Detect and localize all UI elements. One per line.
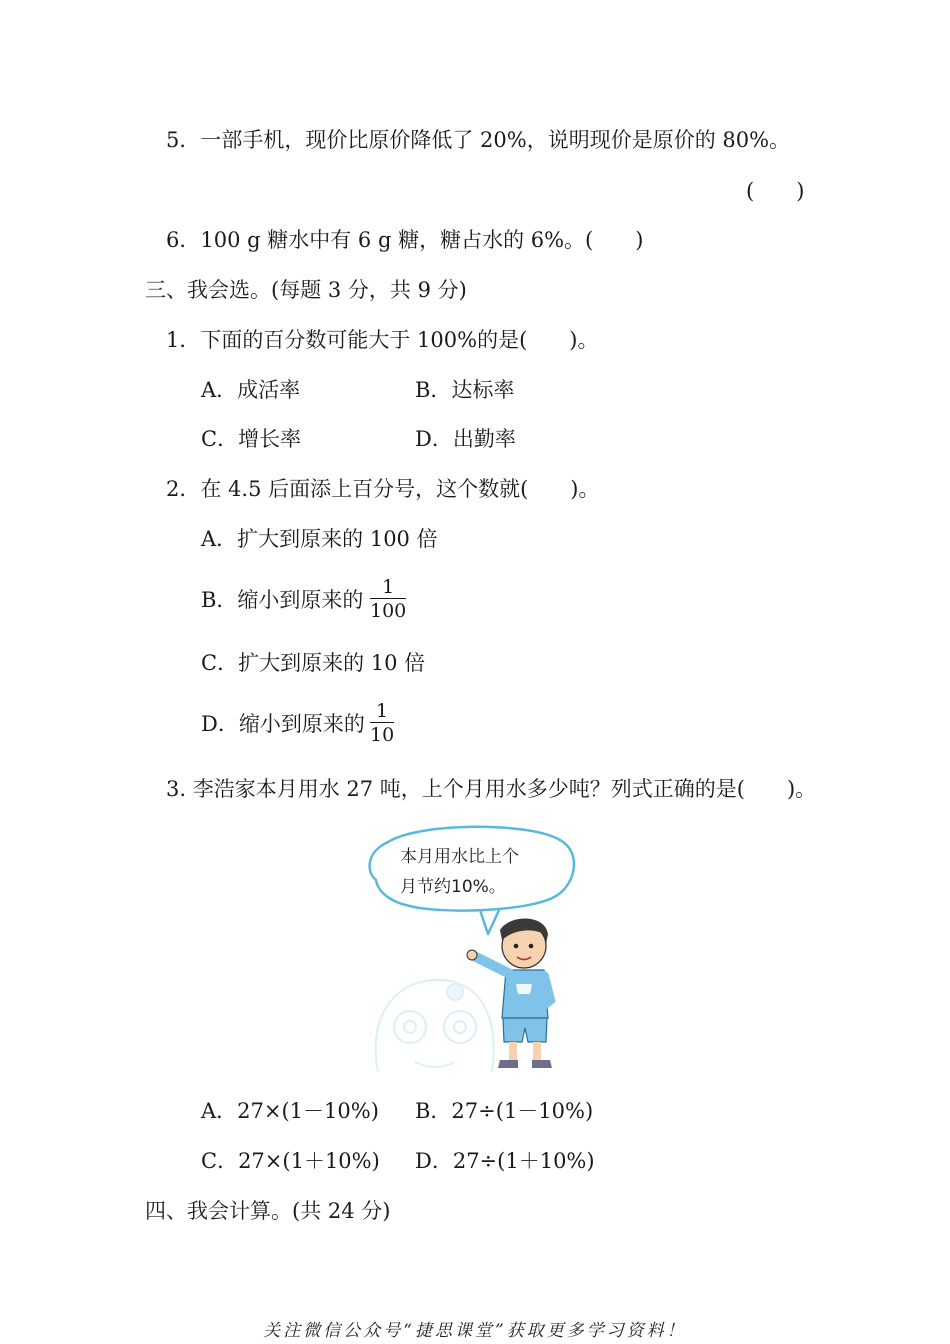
mascot-watermark bbox=[376, 980, 494, 1072]
fraction-one-tenth bbox=[370, 700, 394, 747]
choice-1-stem: 1．下面的百分数可能大于 100%的是( )。 bbox=[166, 328, 599, 352]
choice-3-stem: 3. 李浩家本月用水 27 吨，上个月用水多少吨？列式正确的是( )。 bbox=[166, 777, 817, 801]
choice-2-option-d: D．缩小到原来的 bbox=[201, 712, 365, 736]
boy-figure bbox=[467, 918, 552, 1068]
question-5: 5．一部手机，现价比原价降低了 20%，说明现价是原价的 80%。 bbox=[166, 128, 791, 152]
choice-1-option-c: C．增长率 bbox=[201, 427, 302, 451]
choice-1-option-b: B．达标率 bbox=[415, 378, 515, 402]
footer-note: 关注微信公众号“捷思课堂”获取更多学习资料！ bbox=[263, 1321, 687, 1341]
question-6: 6．100 g 糖水中有 6 g 糖，糖占水的 6%。( ) bbox=[166, 228, 644, 252]
fraction-denominator: 100 bbox=[370, 600, 407, 622]
choice-3-option-d: D．27÷(1＋10%) bbox=[415, 1149, 595, 1173]
choice-1-option-d: D．出勤率 bbox=[415, 427, 516, 451]
bubble-line-1: 本月用水比上个 bbox=[400, 847, 519, 867]
fraction-denominator: 10 bbox=[370, 724, 395, 746]
choice-1-option-a: A．成活率 bbox=[201, 378, 301, 402]
fraction-numerator: 1 bbox=[370, 700, 394, 723]
fraction-numerator: 1 bbox=[370, 576, 406, 599]
choice-2-stem: 2．在 4.5 后面添上百分号，这个数就( )。 bbox=[166, 477, 600, 501]
choice-3-option-b: B．27÷(1－10%) bbox=[415, 1099, 594, 1123]
bubble-line-2: 月节约10%。 bbox=[400, 877, 506, 897]
choice-3-option-a: A．27×(1－10%) bbox=[201, 1099, 379, 1123]
boy-illustration bbox=[360, 822, 600, 1082]
fraction-one-hundredth bbox=[370, 576, 406, 623]
choice-2-option-a: A．扩大到原来的 100 倍 bbox=[201, 527, 438, 551]
section-3-title: 三、我会选。(每题 3 分，共 9 分) bbox=[145, 278, 467, 302]
answer-paren: ( ) bbox=[746, 179, 805, 203]
choice-3-option-c: C．27×(1＋10%) bbox=[201, 1149, 380, 1173]
section-4-title: 四、我会计算。(共 24 分) bbox=[145, 1199, 391, 1223]
choice-2-option-c: C．扩大到原来的 10 倍 bbox=[201, 651, 426, 675]
choice-2-option-b: B．缩小到原来的 bbox=[201, 588, 364, 612]
